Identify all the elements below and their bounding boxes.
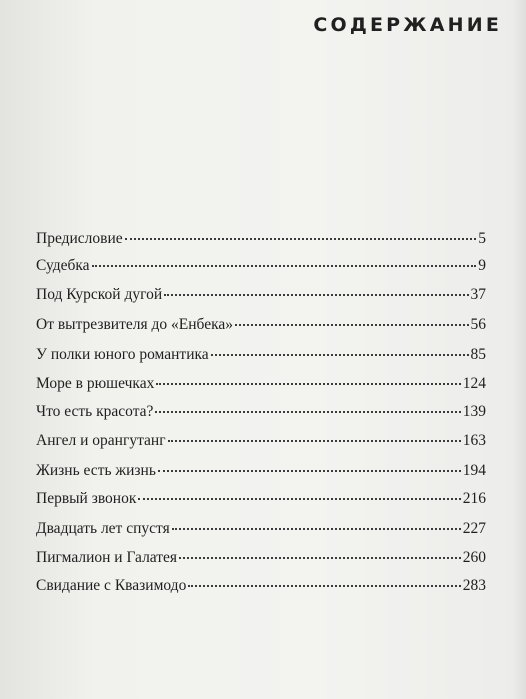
dot-leader xyxy=(155,411,460,413)
toc-entry-title: У полки юного романтика xyxy=(36,346,209,363)
toc-entry-page: 227 xyxy=(462,520,486,537)
toc-entry-title: Ангел и орангутанг xyxy=(36,432,166,449)
dot-leader xyxy=(158,470,461,472)
toc-entry[interactable] xyxy=(36,462,486,486)
toc-entry[interactable] xyxy=(36,375,486,399)
dot-leader xyxy=(125,238,477,240)
dot-leader xyxy=(172,528,461,530)
toc-entry[interactable] xyxy=(36,490,486,514)
toc-entry-page: 163 xyxy=(462,432,486,449)
toc-entry-page: 139 xyxy=(462,403,486,420)
dot-leader xyxy=(168,440,461,442)
toc-entry-title: Что есть красота? xyxy=(36,403,154,420)
toc-entry-title: Предисловие xyxy=(36,230,123,247)
dot-leader xyxy=(164,294,468,296)
dot-leader xyxy=(179,557,461,559)
toc-entry-title: Судебка xyxy=(36,257,90,274)
toc-entry-page: 37 xyxy=(470,286,486,303)
toc-entry[interactable] xyxy=(36,577,486,601)
toc-entry[interactable] xyxy=(36,403,486,427)
toc-entry-title: Свидание с Квазимодо xyxy=(36,577,187,594)
toc-entry-page: 124 xyxy=(462,375,486,392)
dot-leader xyxy=(156,383,460,385)
dot-leader xyxy=(235,324,469,326)
toc-entry[interactable] xyxy=(36,286,486,310)
dot-leader xyxy=(188,585,460,587)
dot-leader xyxy=(138,498,460,500)
toc-entry[interactable] xyxy=(36,520,486,544)
toc-entry[interactable] xyxy=(36,549,486,573)
toc-entry-title: От вытрезвителя до «Енбека» xyxy=(36,316,233,333)
toc-entry-title: Море в рюшечках xyxy=(36,375,155,392)
toc-entry[interactable] xyxy=(36,432,486,456)
toc-entry[interactable] xyxy=(36,257,486,281)
toc-entry-page: 283 xyxy=(462,577,486,594)
toc-entry-page: 5 xyxy=(478,230,486,247)
toc-entry-page: 260 xyxy=(462,549,486,566)
page-edge-shadow xyxy=(512,0,526,699)
toc-entry-page: 56 xyxy=(470,316,486,333)
toc-entry-page: 85 xyxy=(470,346,486,363)
toc-entry[interactable] xyxy=(36,316,486,340)
toc-entry-title: Под Курской дугой xyxy=(36,286,163,303)
toc-entry-page: 194 xyxy=(462,462,486,479)
toc-entry-page: 9 xyxy=(478,257,486,274)
dot-leader xyxy=(92,265,477,267)
toc-entry-page: 216 xyxy=(462,490,486,507)
page-title: СОДЕРЖАНИЕ xyxy=(313,14,502,36)
toc-entry-title: Двадцать лет спустя xyxy=(36,520,170,537)
toc-entry-title: Первый звонок xyxy=(36,490,137,507)
toc-entry-title: Пигмалион и Галатея xyxy=(36,549,178,566)
toc-entry[interactable] xyxy=(36,346,486,370)
toc-entry-title: Жизнь есть жизнь xyxy=(36,462,156,479)
toc-entry[interactable] xyxy=(36,230,486,254)
dot-leader xyxy=(211,354,469,356)
